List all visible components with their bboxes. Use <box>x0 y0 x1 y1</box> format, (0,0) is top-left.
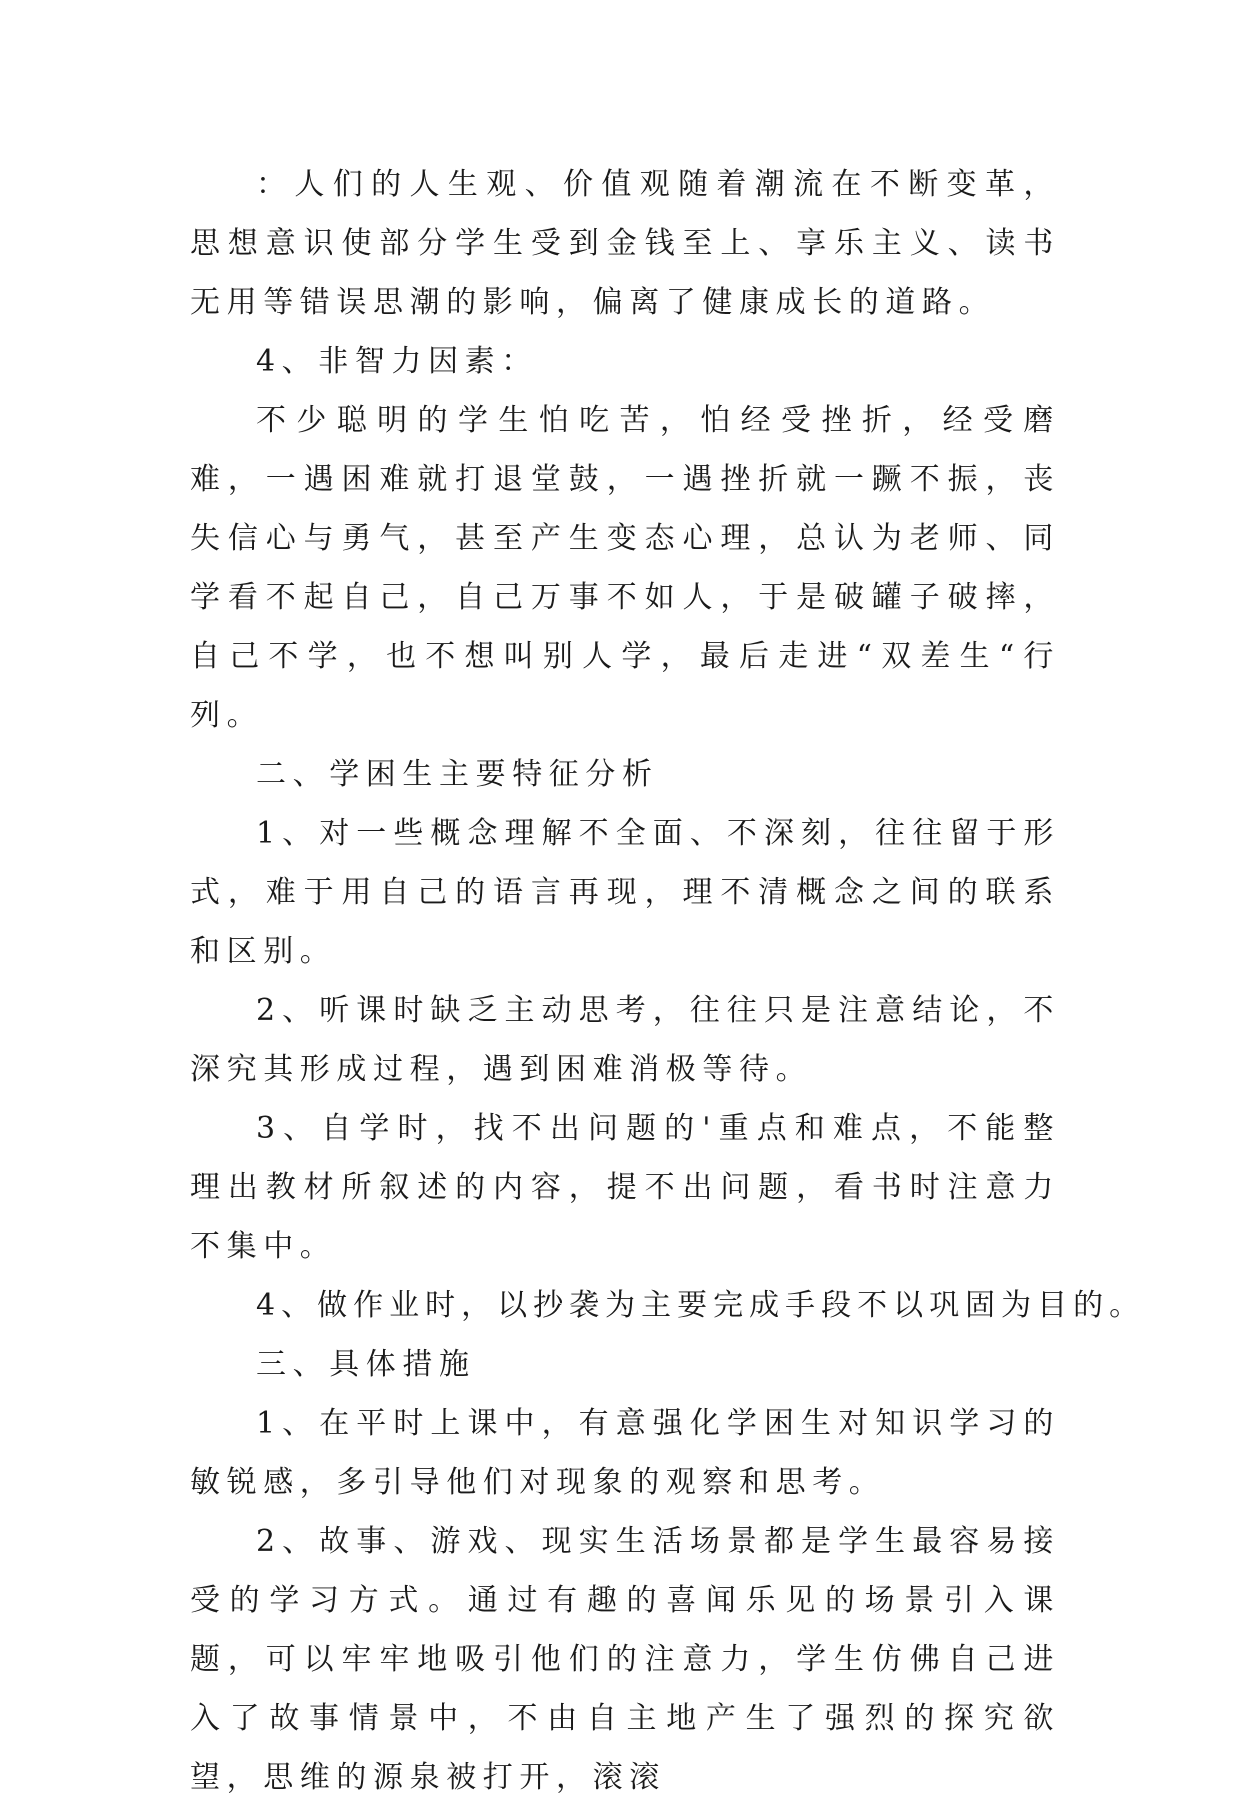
paragraph-strengthen-sensitivity: 1、在平时上课中，有意强化学困生对知识学习的敏锐感，多引导他们对现象的观察和思考。 <box>190 1406 1060 1500</box>
paragraph-heading-non-intellectual-factors: 4、非智力因素： <box>256 344 538 379</box>
section-heading-main-characteristics: 二、学困生主要特征分析 <box>256 757 659 792</box>
section-heading-specific-measures: 三、具体措施 <box>256 1347 476 1382</box>
paragraph-listening-in-class: 2、听课时缺乏主动思考，往往只是注意结论，不深究其形成过程，遇到困难消极等待。 <box>190 993 1060 1087</box>
paragraph-self-study: 3、自学时，找不出问题的'重点和难点，不能整理出教材所叙述的内容，提不出问题，看书时注意力不集中。 <box>190 1111 1060 1264</box>
document-body <box>190 155 1146 1807</box>
paragraph-fear-of-hardship: 不少聪明的学生怕吃苦，怕经受挫折，经受磨难，一遇困难就打退堂鼓，一遇挫折就一蹶不振，丧失信心与勇气，甚至产生变态心理，总认为老师、同学看不起自己，自己万事不如人，于是破罐子破摔，自己不学，也不想叫别人学，最后走进“双差生“行列。 <box>190 403 1060 733</box>
paragraph-concept-understanding: 1、对一些概念理解不全面、不深刻，往往留于形式，难于用自己的语言再现，理不清概念之间的联系和区别。 <box>190 816 1060 969</box>
paragraph-homework: 4、做作业时，以抄袭为主要完成手段不以巩固为目的。 <box>256 1288 1146 1323</box>
paragraph-stories-and-games: 2、故事、游戏、现实生活场景都是学生最容易接受的学习方式。通过有趣的喜闻乐见的场景引入课题，可以牢牢地吸引他们的注意力，学生仿佛自己进入了故事情景中，不由自主地产生了强烈的探究欲望，思维的源泉被打开，滚滚 <box>190 1524 1060 1795</box>
paragraph-worldview-influence: ：人们的人生观、价值观随着潮流在不断变革，思想意识使部分学生受到金钱至上、享乐主义、读书无用等错误思潮的影响，偏离了健康成长的道路。 <box>190 167 1060 320</box>
